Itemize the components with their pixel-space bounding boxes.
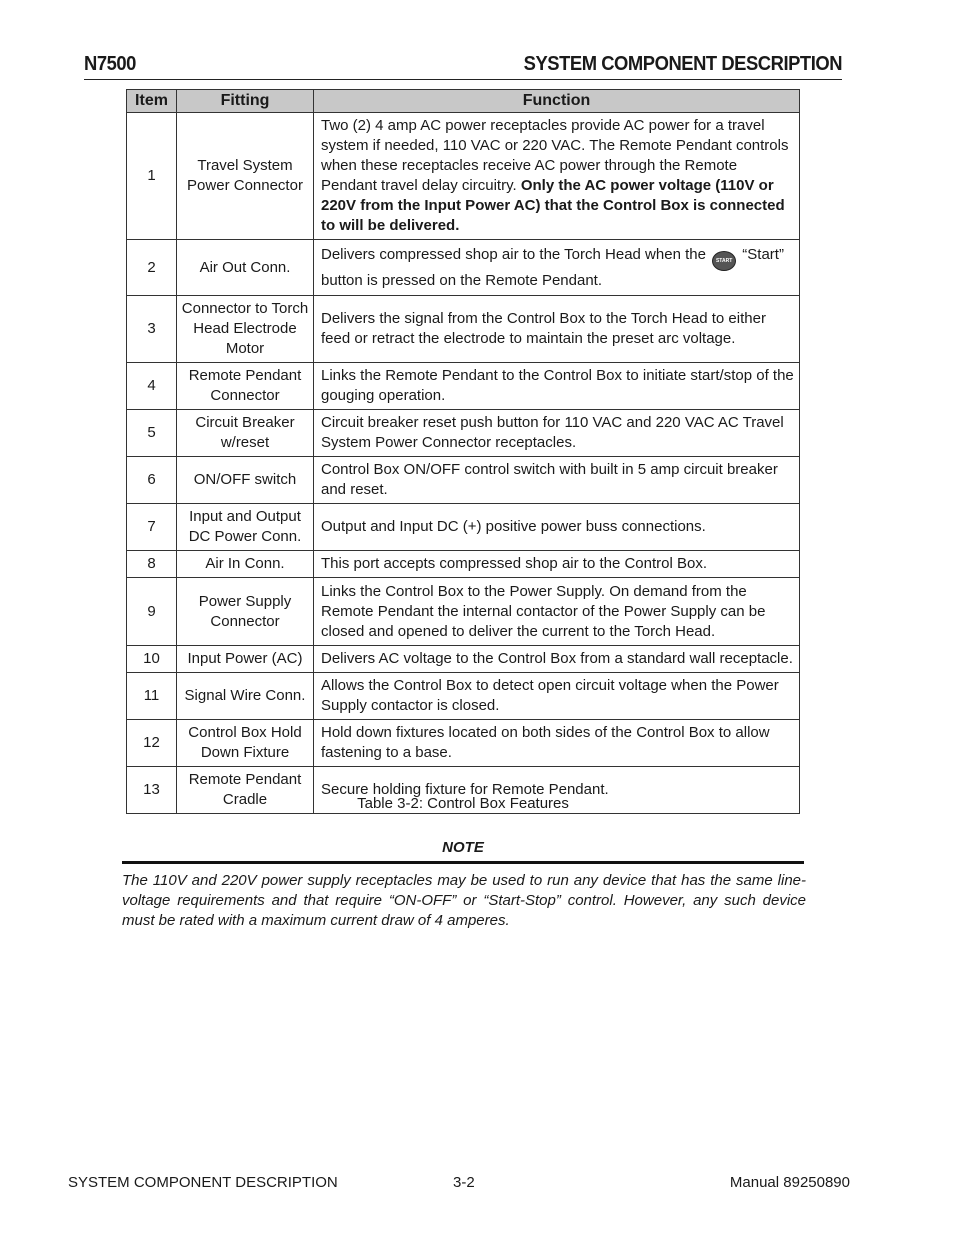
fitting-name: Air Out Conn. — [177, 240, 314, 296]
function-text: Control Box ON/OFF control switch with built in 5 amp circuit breaker and reset. — [314, 457, 800, 504]
column-header-function: Function — [314, 90, 800, 113]
fitting-name: Power Supply Connector — [177, 578, 314, 646]
table-row — [127, 457, 800, 504]
function-text: Allows the Control Box to detect open circuit voltage when the Power Supply contactor is closed. — [314, 673, 800, 720]
item-number: 8 — [127, 551, 177, 578]
function-text: Secure holding fixture for Remote Pendant. — [314, 767, 800, 814]
column-header-item: Item — [127, 90, 177, 113]
start-button-icon: START — [712, 251, 736, 271]
function-text: Hold down fixtures located on both sides of the Control Box to allow fastening to a base. — [314, 720, 800, 767]
note-divider — [122, 861, 804, 864]
table-row — [127, 720, 800, 767]
table-row — [127, 673, 800, 720]
table-row — [127, 296, 800, 363]
item-number: 6 — [127, 457, 177, 504]
fitting-name: Input Power (AC) — [177, 646, 314, 673]
table-row — [127, 578, 800, 646]
function-text-post: “Start” button is pressed on the Remote Pendant. — [321, 245, 784, 289]
fitting-name: Air In Conn. — [177, 551, 314, 578]
item-number: 10 — [127, 646, 177, 673]
table-row — [127, 551, 800, 578]
function-text: Links the Control Box to the Power Supply. On demand from the Remote Pendant the internal contactor of the Power Supply can be closed and opened to deliver the current to the Torch Head. — [314, 578, 800, 646]
fitting-name: Remote Pendant Connector — [177, 363, 314, 410]
note-body: The 110V and 220V power supply receptacles may be used to run any device that has the same line-voltage requirements and that require “ON-OFF” or “Start-Stop” control. However, any such device must be rated with a maximum current draw of 4 amperes. — [122, 872, 806, 929]
table-row — [127, 646, 800, 673]
fitting-name: Remote Pendant Cradle — [177, 767, 314, 814]
item-number: 9 — [127, 578, 177, 646]
function-text: Links the Remote Pendant to the Control Box to initiate start/stop of the gouging operation. — [314, 363, 800, 410]
section-title: SYSTEM COMPONENT DESCRIPTION — [523, 53, 842, 75]
table-header-row — [127, 90, 800, 113]
item-number: 5 — [127, 410, 177, 457]
column-header-fitting: Fitting — [177, 90, 314, 113]
fitting-name: Control Box Hold Down Fixture — [177, 720, 314, 767]
note-title: NOTE — [442, 839, 484, 856]
fitting-name: Input and Output DC Power Conn. — [177, 504, 314, 551]
item-number: 1 — [127, 113, 177, 240]
table-row — [127, 240, 800, 296]
function-text: Delivers the signal from the Control Box to the Torch Head to either feed or retract the electrode to maintain the preset arc voltage. — [314, 296, 800, 363]
table-row — [127, 113, 800, 240]
fitting-name: ON/OFF switch — [177, 457, 314, 504]
item-number: 11 — [127, 673, 177, 720]
manual-number: Manual 89250890 — [729, 1174, 850, 1191]
function-text-bold: Only the AC power voltage (110V or 220V from the Input Power AC) that the Control Box is connected to will be delivered. — [321, 177, 785, 234]
item-number: 2 — [127, 240, 177, 296]
function-text: Output and Input DC (+) positive power buss connections. — [314, 504, 800, 551]
item-number: 3 — [127, 296, 177, 363]
item-number: 13 — [127, 767, 177, 814]
fitting-name: Signal Wire Conn. — [177, 673, 314, 720]
function-text: Circuit breaker reset push button for 110 VAC and 220 VAC AC Travel System Power Connector receptacles. — [314, 410, 800, 457]
page-number: 3-2 — [453, 1174, 475, 1191]
function-text — [314, 240, 800, 296]
fitting-name: Connector to Torch Head Electrode Motor — [177, 296, 314, 363]
table-row — [127, 363, 800, 410]
item-number: 12 — [127, 720, 177, 767]
function-text — [314, 113, 800, 240]
fitting-name: Circuit Breaker w/reset — [177, 410, 314, 457]
function-text: Delivers AC voltage to the Control Box from a standard wall receptacle. — [314, 646, 800, 673]
item-number: 4 — [127, 363, 177, 410]
model-name: N7500 — [84, 53, 136, 75]
function-text-regular: Two (2) 4 amp AC power receptacles provide AC power for a travel system if needed, 110 VAC or 220 VAC. The Remote Pendant controls when these receptacles receive AC power through the Remote Pendant travel delay circuitry. — [321, 117, 789, 194]
item-number: 7 — [127, 504, 177, 551]
table-row — [127, 410, 800, 457]
page-header — [84, 51, 842, 80]
function-text: This port accepts compressed shop air to the Control Box. — [314, 551, 800, 578]
function-text-pre: Delivers compressed shop air to the Torch Head when the — [321, 245, 706, 263]
table-caption: Table 3-2: Control Box Features — [357, 795, 569, 812]
footer-section-title: SYSTEM COMPONENT DESCRIPTION — [68, 1174, 338, 1191]
control-box-features-table — [126, 89, 800, 814]
fitting-name: Travel System Power Connector — [177, 113, 314, 240]
table-row — [127, 504, 800, 551]
